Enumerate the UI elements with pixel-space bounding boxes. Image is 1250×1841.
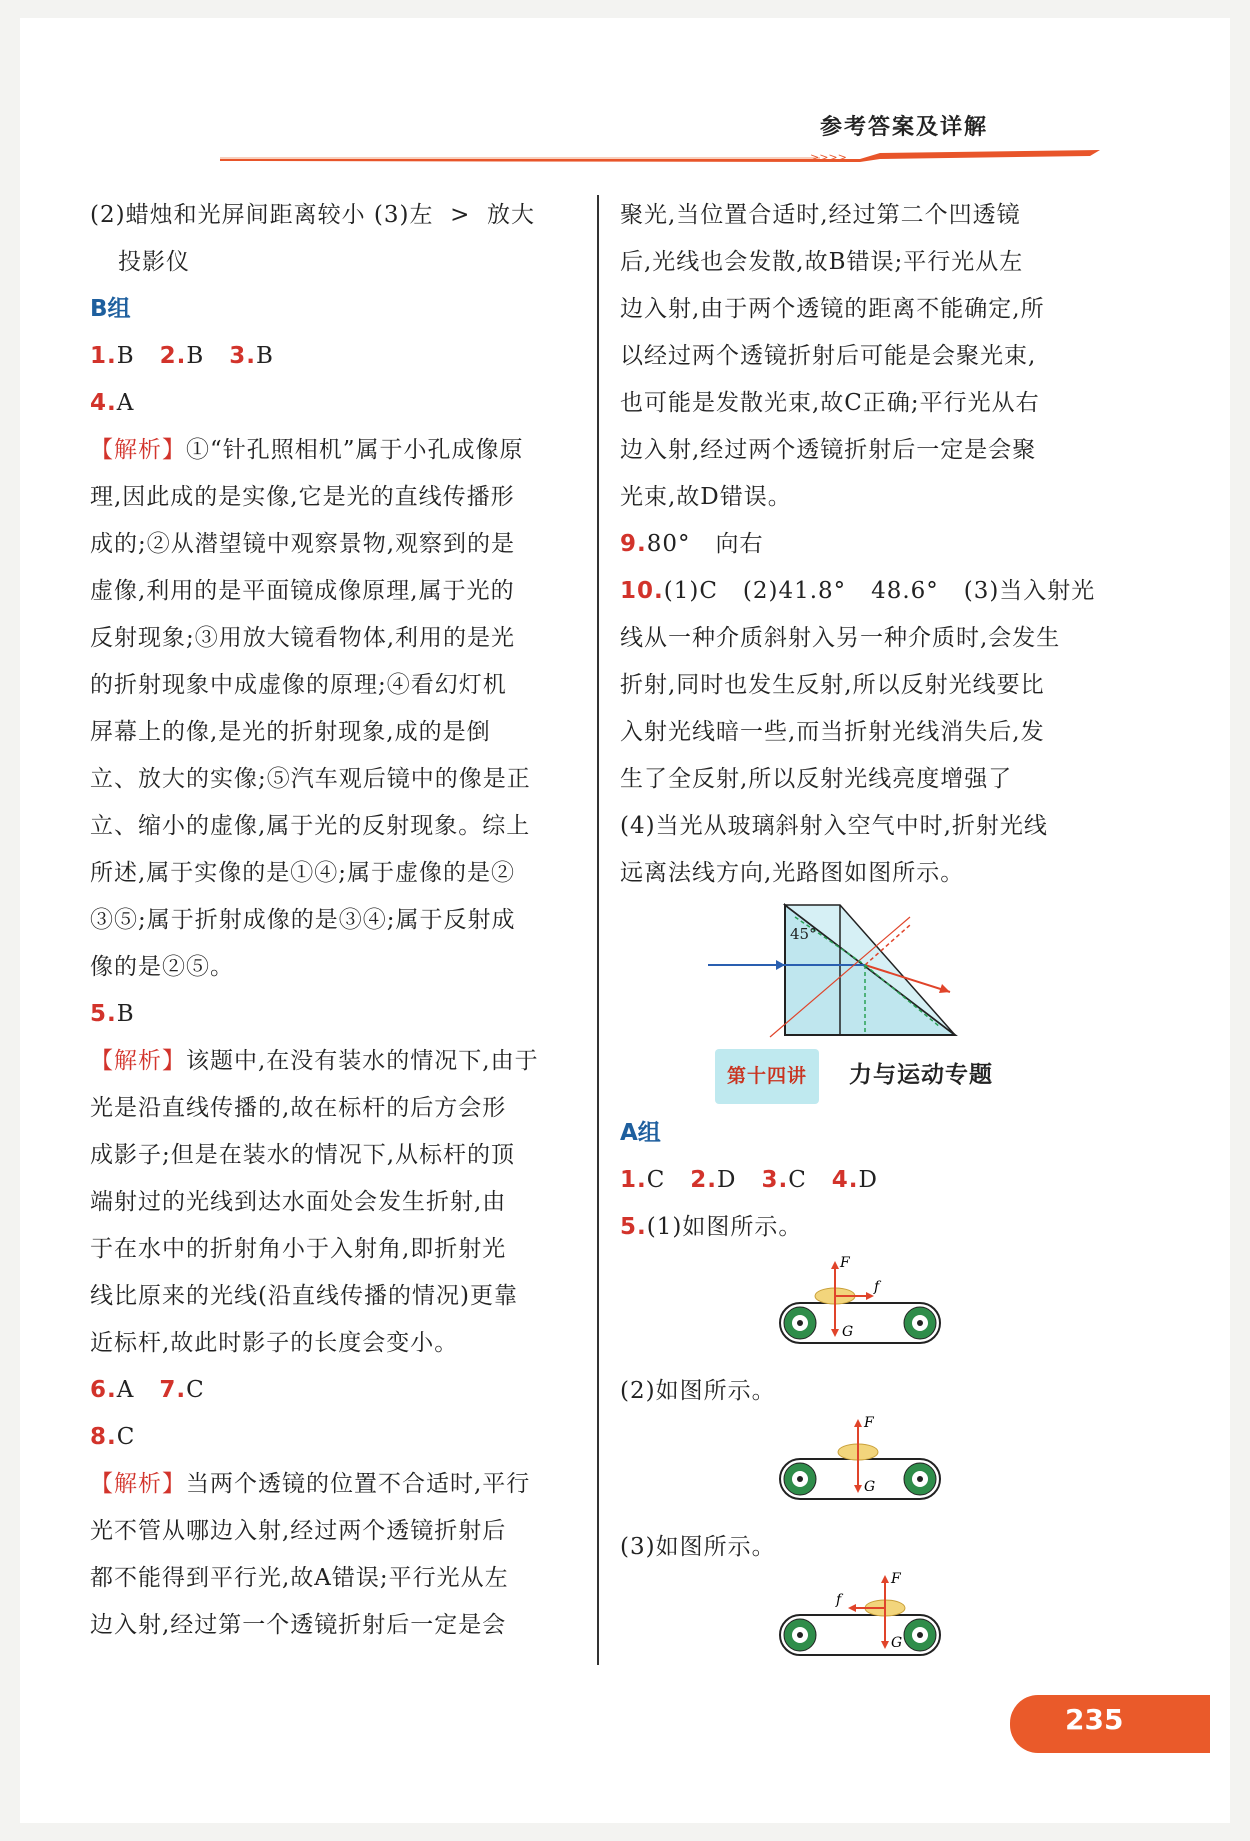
question-number: 4. (90, 390, 117, 416)
explanation-line: 成的;②从潜望镜中观察景物,观察到的是 (90, 531, 516, 557)
question-number: 5. (90, 1001, 117, 1027)
lecture-badge: 第十四讲 (715, 1049, 819, 1104)
text-line: 边入射,经过两个透镜折射后一定是会聚 (620, 437, 1037, 463)
explanation-line: 于在水中的折射角小于入射角,即折射光 (90, 1236, 507, 1262)
group-heading-b: B组 (90, 296, 131, 322)
question-number: 10. (620, 578, 664, 604)
answers-6-7 (90, 1367, 570, 1414)
question-number: 7. (159, 1377, 187, 1403)
question-number: 3. (761, 1167, 789, 1193)
explanation-line (90, 427, 570, 474)
force-label-F: F (891, 1571, 901, 1587)
explanation-line: 立、放大的实像;⑤汽车观后镜中的像是正 (90, 766, 531, 792)
text: ①“针孔照相机”属于小孔成像原 (186, 437, 524, 463)
text-line: 折射,同时也发生反射,所以反射光线要比 (620, 672, 1045, 698)
question-number: 9. (620, 531, 647, 557)
answer: B (255, 343, 274, 369)
explanation-line: 屏幕上的像,是光的折射现象,成的是倒 (90, 719, 491, 745)
svg-text:>>>>: >>>> (810, 151, 847, 162)
explanation-line: 所述,属于实像的是①④;属于虚像的是② (90, 860, 516, 886)
answers-a-1-4 (620, 1157, 1110, 1204)
explanation-line: 立、缩小的虚像,属于光的反射现象。综上 (90, 813, 531, 839)
question-number: 6. (90, 1377, 117, 1403)
force-label-f: f (836, 1592, 842, 1608)
prism-figure (620, 897, 1110, 1047)
answer: C (646, 1167, 666, 1193)
force-label-G: G (864, 1479, 876, 1495)
force-label-f: f (874, 1279, 880, 1295)
answers-1-3 (90, 333, 570, 380)
explanation-line (90, 1038, 570, 1085)
analysis-tag: 【解析】 (90, 1471, 186, 1497)
answer: D (717, 1167, 737, 1193)
text-line: 投影仪 (118, 249, 190, 275)
answer-10 (620, 568, 1110, 615)
text-line: 边入射,由于两个透镜的距离不能确定,所 (620, 296, 1045, 322)
question-number: 1. (620, 1167, 647, 1193)
answer: (1)如图所示。 (646, 1214, 803, 1240)
page-number: 235 (1065, 1703, 1124, 1736)
answer-4 (90, 380, 570, 427)
question-number: 3. (229, 343, 256, 369)
prism-diagram (620, 897, 1110, 1047)
text-line: 后,光线也会发散,故B错误;平行光从左 (620, 249, 1024, 275)
answer: C (186, 1377, 205, 1403)
conveyor-diagram-3 (620, 1571, 1110, 1659)
explanation-line: ③⑤;属于折射成像的是③④;属于反射成 (90, 907, 516, 933)
answer: C (116, 1424, 136, 1450)
explanation-line: 成影子;但是在装水的情况下,从标杆的顶 (90, 1142, 516, 1168)
lecture-title: 力与运动专题 (849, 1062, 994, 1088)
right-column (620, 192, 1110, 1676)
question-number: 4. (831, 1167, 859, 1193)
answer: C (788, 1167, 807, 1193)
explanation-line: 都不能得到平行光,故A错误;平行光从左 (90, 1565, 509, 1591)
explanation-line: 的折射现象中成虚像的原理;④看幻灯机 (90, 672, 507, 698)
text: 该题中,在没有装水的情况下,由于 (186, 1048, 539, 1074)
answer: A (116, 390, 135, 416)
text: 当两个透镜的位置不合适时,平行 (186, 1471, 531, 1497)
text-line: 入射光线暗一些,而当折射光线消失后,发 (620, 719, 1045, 745)
explanation-line: 近标杆,故此时影子的长度会变小。 (90, 1330, 459, 1356)
answer-9 (620, 521, 1110, 568)
explanation-line: 理,因此成的是实像,它是光的直线传播形 (90, 484, 515, 510)
text-line: 光束,故D错误。 (620, 484, 792, 510)
question-number: 1. (90, 343, 117, 369)
explanation-line: 反射现象;③用放大镜看物体,利用的是光 (90, 625, 516, 651)
text-line: 远离法线方向,光路图如图所示。 (620, 860, 965, 886)
question-number: 5. (620, 1214, 647, 1240)
answer: B (186, 343, 205, 369)
running-header: 参考答案及详解 (820, 115, 989, 140)
answer: A (116, 1377, 135, 1403)
question-number: 2. (690, 1167, 718, 1193)
answer-a-5 (620, 1204, 1110, 1251)
column-divider (597, 195, 599, 1665)
conveyor-diagram-1 (620, 1251, 1110, 1351)
explanation-line: 边入射,经过第一个透镜折射后一定是会 (90, 1612, 507, 1638)
text-line: (2)蜡烛和光屏间距离较小 (3)左 > 放大 (90, 202, 535, 228)
answer-a-5-3: (3)如图所示。 (620, 1534, 776, 1560)
text-line: 以经过两个透镜折射后可能是会聚光束, (620, 343, 1037, 369)
text-line: 线从一种介质斜射入另一种介质时,会发生 (620, 625, 1061, 651)
explanation-line (90, 1461, 570, 1508)
explanation-line: 光是沿直线传播的,故在标杆的后方会形 (90, 1095, 507, 1121)
group-heading-a: A组 (620, 1120, 661, 1146)
answer: 80° 向右 (646, 531, 764, 557)
explanation-line: 虚像,利用的是平面镜成像原理,属于光的 (90, 578, 515, 604)
angle-label: 45° (790, 925, 817, 943)
answer: B (116, 1001, 135, 1027)
text-line: 聚光,当位置合适时,经过第二个凹透镜 (620, 202, 1021, 228)
force-label-F: F (864, 1415, 874, 1431)
question-number: 8. (90, 1424, 117, 1450)
explanation-line: 端射过的光线到达水面处会发生折射,由 (90, 1189, 507, 1215)
section-heading (620, 1049, 1110, 1104)
answer: D (858, 1167, 878, 1193)
explanation-line: 像的是②⑤。 (90, 954, 234, 980)
answer-8 (90, 1414, 570, 1461)
force-label-F: F (840, 1255, 850, 1271)
header-rule (220, 150, 1100, 162)
text-line: 也可能是发散光束,故C正确;平行光从右 (620, 390, 1040, 416)
analysis-tag: 【解析】 (90, 437, 186, 463)
force-label-G: G (842, 1324, 854, 1340)
question-number: 2. (159, 343, 187, 369)
text-line: (4)当光从玻璃斜射入空气中时,折射光线 (620, 813, 1048, 839)
conveyor-diagram-2 (620, 1415, 1110, 1507)
explanation-line: 线比原来的光线(沿直线传播的情况)更靠 (90, 1283, 518, 1309)
force-label-G: G (891, 1635, 903, 1651)
explanation-line: 光不管从哪边入射,经过两个透镜折射后 (90, 1518, 507, 1544)
text-line: 生了全反射,所以反射光线亮度增强了 (620, 766, 1013, 792)
answer-5 (90, 991, 570, 1038)
answer-a-5-2: (2)如图所示。 (620, 1378, 776, 1404)
analysis-tag: 【解析】 (90, 1048, 186, 1074)
answer: B (116, 343, 135, 369)
left-column (90, 192, 570, 1649)
answer: (1)C (2)41.8° 48.6° (3)当入射光 (663, 578, 1096, 604)
